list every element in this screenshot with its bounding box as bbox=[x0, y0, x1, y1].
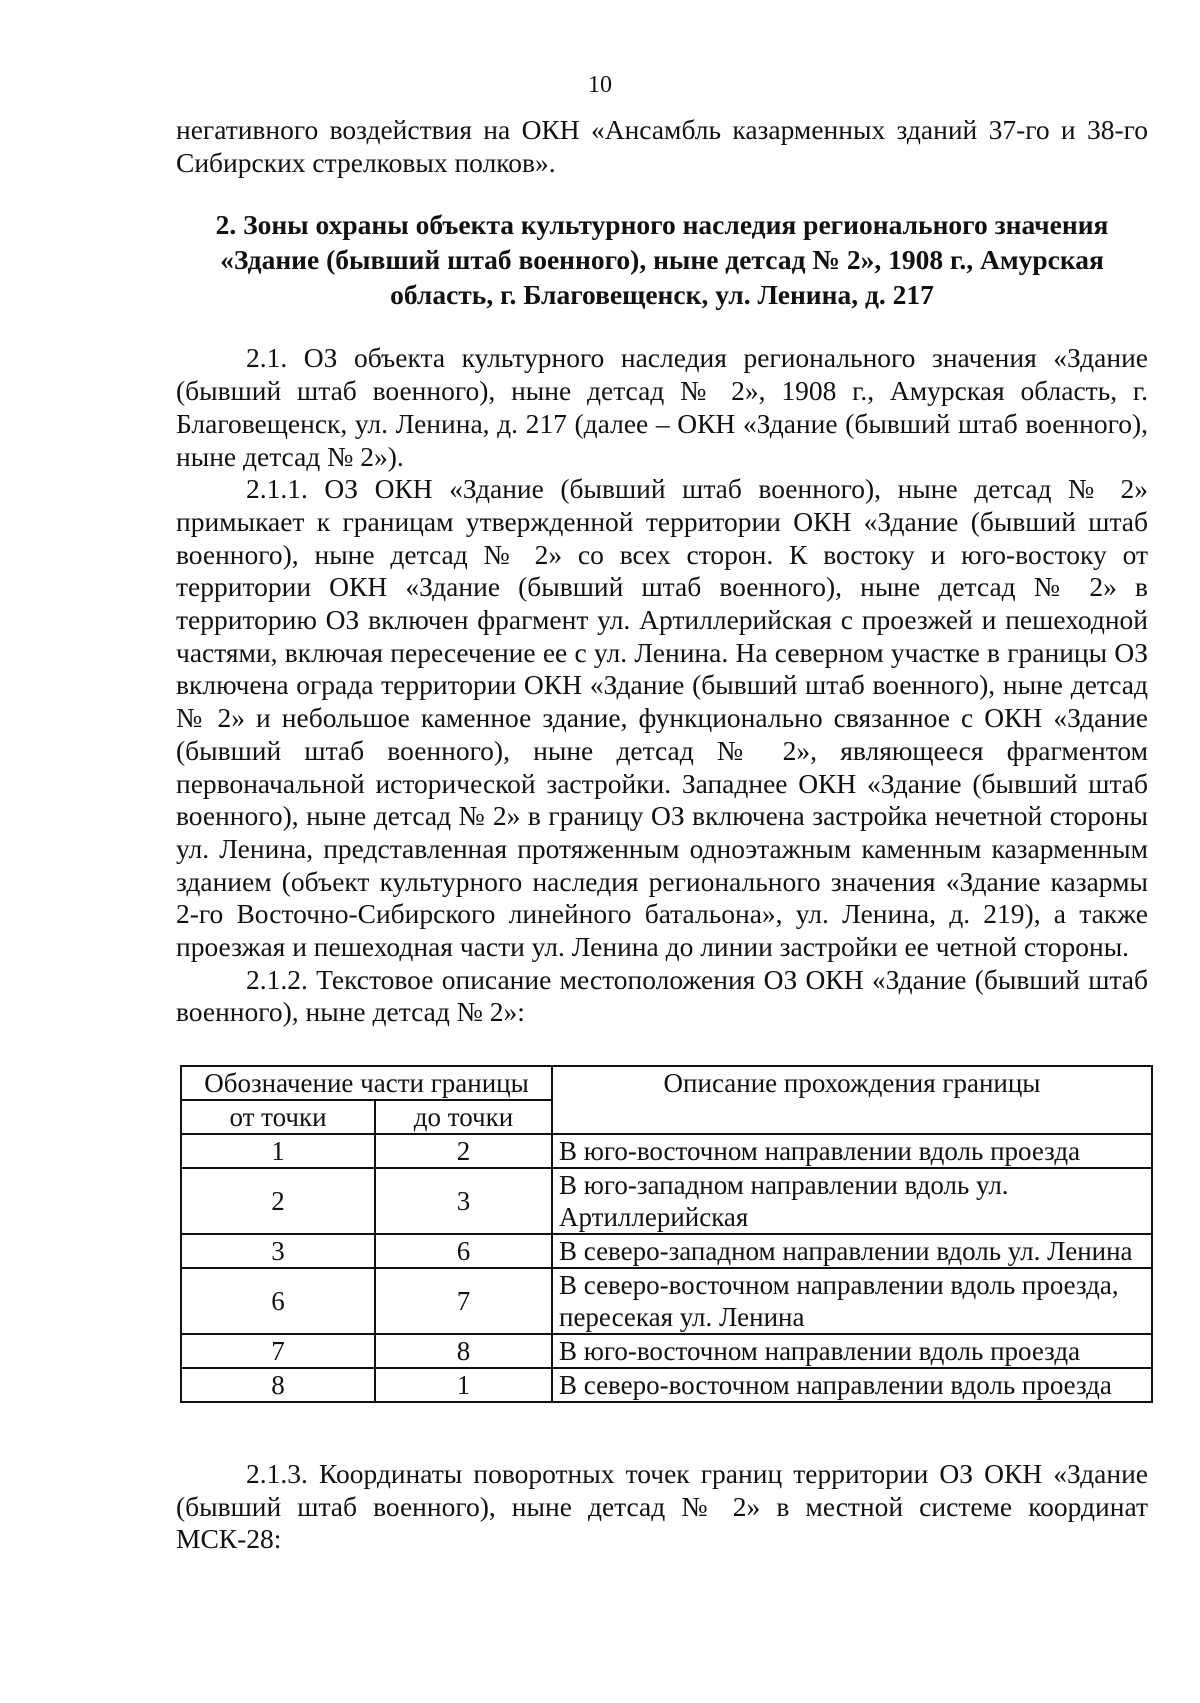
post-table-body bbox=[176, 1458, 1148, 1556]
paragraph-2-1-1: 2.1.1. ОЗ ОКН «Здание (бывший штаб военного), ныне детсад № 2» примыкает к границам утвержденной территории ОКН «Здание (бывший штаб военного), ныне детсад № 2» со всех сторон. К востоку и юго-востоку от территории ОКН «Здание (бывший штаб военного), ныне детсад № 2» в территорию ОЗ включен фрагмент ул. Артиллерийская с проезжей и пешеходной частями, включая пересечение ее с ул. Ленина. На северном участке в границы ОЗ включена ограда территории ОКН «Здание (бывший штаб военного), ныне детсад № 2» и небольшое каменное здание, функционально связанное с ОКН «Здание (бывший штаб военного), ныне детсад № 2», являющееся фрагментом первоначальной исторической застройки. Западнее ОКН «Здание (бывший штаб военного), ныне детсад № 2» в границу ОЗ включена застройка нечетной стороны ул. Ленина, представленная протяженным одноэтажным каменным казарменным зданием (объект культурного наследия регионального значения «Здание казармы 2-го Восточно-Сибирского линейного батальона», ул. Ленина, д. 219), а также проезжая и пешеходная части ул. Ленина до линии застройки ее четной стороны. bbox=[176, 473, 1148, 963]
header-from-point: от точки bbox=[181, 1100, 375, 1134]
page-number: 10 bbox=[588, 72, 612, 98]
cell-from: 1 bbox=[181, 1134, 375, 1168]
cell-description: В северо-западном направлении вдоль ул. Ленина bbox=[552, 1234, 1152, 1268]
header-boundary-part: Обозначение части границы bbox=[181, 1066, 552, 1100]
cell-from: 3 bbox=[181, 1234, 375, 1268]
boundary-description-table bbox=[180, 1065, 1153, 1403]
cell-to: 7 bbox=[375, 1268, 552, 1334]
header-to-point: до точки bbox=[375, 1100, 552, 1134]
cell-to: 8 bbox=[375, 1334, 552, 1368]
paragraph-2-1-2: 2.1.2. Текстовое описание местоположения ОЗ ОКН «Здание (бывший штаб военного), ныне детсад № 2»: bbox=[176, 963, 1148, 1028]
cell-from: 7 bbox=[181, 1334, 375, 1368]
table-row bbox=[181, 1368, 1152, 1402]
cell-to: 3 bbox=[375, 1168, 552, 1234]
intro-continuation-paragraph: негативного воздействия на ОКН «Ансамбль казарменных зданий 37-го и 38-го Сибирских стрелковых полков». bbox=[176, 114, 1148, 178]
section-heading-line: 2. Зоны охраны объекта культурного наследия регионального значения bbox=[215, 209, 1109, 241]
cell-from: 6 bbox=[181, 1268, 375, 1334]
cell-description: В северо-восточном направлении вдоль проезда bbox=[552, 1368, 1152, 1402]
cell-to: 2 bbox=[375, 1134, 552, 1168]
cell-description: В юго-восточном направлении вдоль проезда bbox=[552, 1134, 1152, 1168]
cell-description: В юго-восточном направлении вдоль проезда bbox=[552, 1334, 1152, 1368]
table-row bbox=[181, 1268, 1152, 1334]
cell-description: В юго-западном направлении вдоль ул. Артиллерийская bbox=[552, 1168, 1152, 1234]
document-body bbox=[176, 114, 1148, 1029]
table-row bbox=[181, 1134, 1152, 1168]
header-boundary-description: Описание прохождения границы bbox=[552, 1066, 1152, 1134]
cell-from: 8 bbox=[181, 1368, 375, 1402]
cell-to: 6 bbox=[375, 1234, 552, 1268]
cell-to: 1 bbox=[375, 1368, 552, 1402]
table-row bbox=[181, 1234, 1152, 1268]
paragraph-2-1-3: 2.1.3. Координаты поворотных точек границ территории ОЗ ОКН «Здание (бывший штаб военного), ныне детсад № 2» в местной системе координат МСК-28: bbox=[176, 1458, 1148, 1555]
paragraph-2-1: 2.1. ОЗ объекта культурного наследия регионального значения «Здание (бывший штаб военного), ныне детсад № 2», 1908 г., Амурская область, г. Благовещенск, ул. Ленина, д. 217 (далее – ОКН «Здание (бывший штаб военного), ныне детсад № 2»). bbox=[176, 342, 1148, 472]
table-row bbox=[181, 1334, 1152, 1368]
section-heading bbox=[176, 207, 1148, 312]
cell-from: 2 bbox=[181, 1168, 375, 1234]
cell-description: В северо-восточном направлении вдоль проезда, пересекая ул. Ленина bbox=[552, 1268, 1152, 1334]
table-row bbox=[181, 1168, 1152, 1234]
section-heading-line: область, г. Благовещенск, ул. Ленина, д. 217 bbox=[390, 279, 934, 311]
table-header-row bbox=[181, 1066, 1152, 1100]
section-heading-line: «Здание (бывший штаб военного), ныне детсад № 2», 1908 г., Амурская bbox=[220, 244, 1104, 276]
